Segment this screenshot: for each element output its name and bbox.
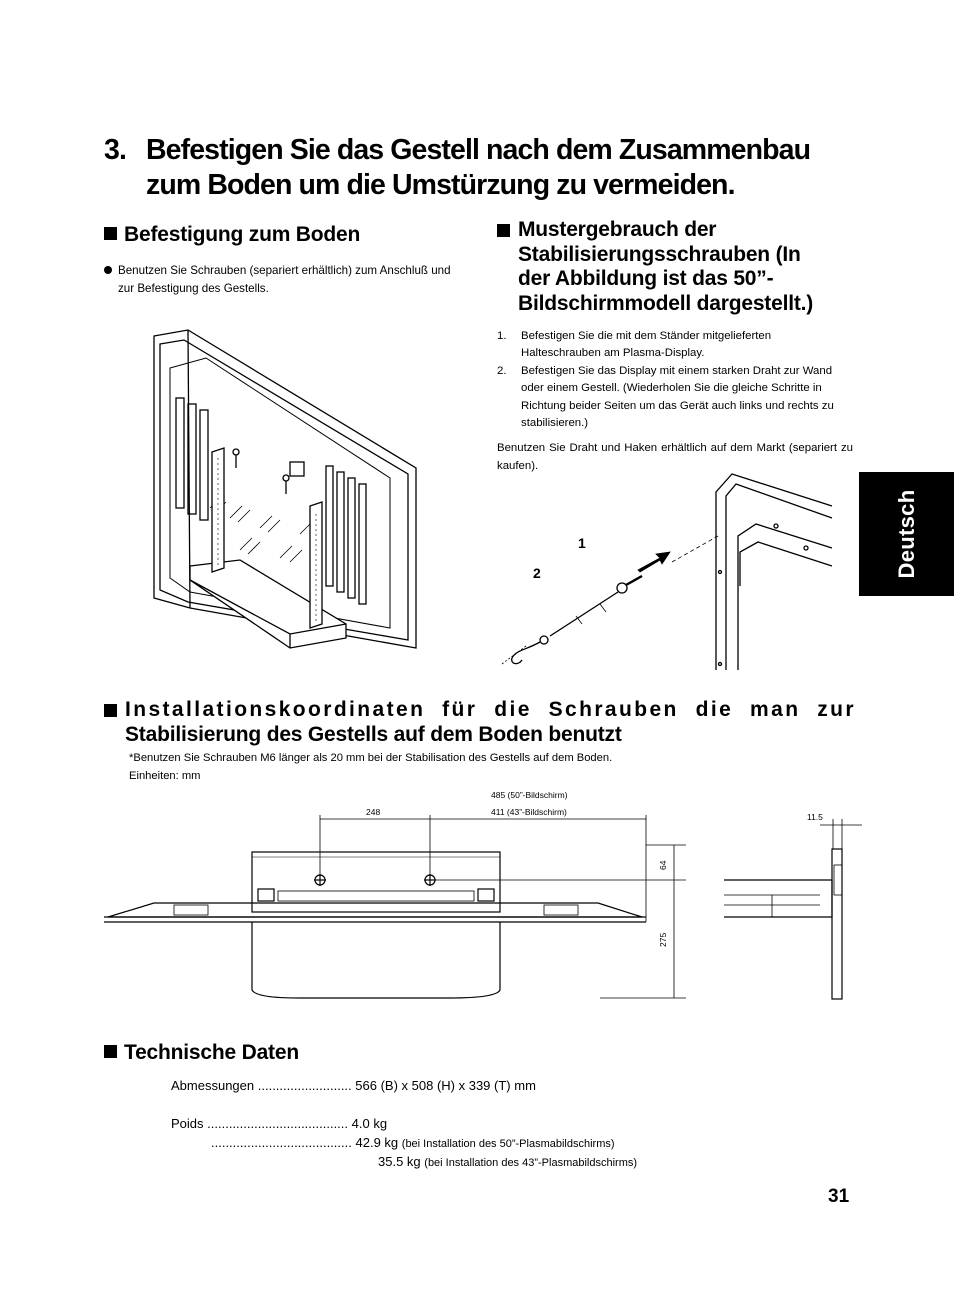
spec-weight-dots: ....................................... (207, 1116, 349, 1131)
spec-weight-50-value: 42.9 kg (355, 1135, 399, 1150)
spec-weight-43-note: (bei Installation des 43”-Plasmabildschirms) (424, 1157, 638, 1169)
sample-step-1 (497, 328, 853, 363)
sample-note: Benutzen Sie Draht und Haken erhältlich auf dem Markt (separiert zu kaufen). (497, 442, 853, 472)
sample-heading-line-3: der Abbildung ist das 50”- (518, 267, 774, 290)
language-side-tab (859, 472, 954, 596)
section-heading-floor (104, 223, 360, 248)
step-number: 1. (497, 330, 507, 342)
dim-11-5-label: 11.5 (807, 812, 823, 822)
square-bullet-icon (104, 1045, 117, 1058)
step-text: Befestigen Sie das Display mit einem starken Draht zur Wand oder einem Gestell. (Wiederholen Sie die gleiche Schritte in Richtung beider Seiten um das Gerät auch links und rechts zu stabilisieren.) (521, 364, 834, 430)
label-1: 1 (578, 535, 586, 551)
section-heading-specs (104, 1041, 299, 1066)
square-bullet-icon (104, 704, 117, 717)
stand-rear-illustration (150, 328, 420, 653)
spec-weight-value: 4.0 kg (351, 1116, 388, 1131)
section-heading-coordinates (104, 698, 856, 747)
spec-weight-50-note: (bei Installation des 50”-Plasmabildschirms) (401, 1138, 615, 1150)
coords-note-1: *Benutzen Sie Schrauben M6 länger als 20 mm bei der Stabilisation des Gestells auf dem Boden. (129, 752, 613, 764)
coordinates-drawing (100, 785, 870, 1010)
spec-weight-label: Poids (171, 1116, 204, 1131)
spec-dimensions-value: 566 (B) x 508 (H) x 339 (T) mm (355, 1078, 536, 1093)
coords-notes (129, 750, 849, 785)
page-title-number: 3. (104, 134, 126, 166)
step-number: 2. (497, 364, 507, 377)
dim-64-label: 64 (658, 860, 668, 870)
spec-weight-row (171, 1114, 387, 1133)
spec-weight-43-value: 35.5 kg (378, 1154, 421, 1169)
spec-dimensions-row (171, 1076, 536, 1095)
spec-weight-50-row (211, 1133, 615, 1154)
floor-bullet (104, 262, 466, 297)
spec-weight-50-dots: ....................................... (211, 1135, 352, 1150)
wire-stabilization-illustration (496, 466, 836, 672)
page-title-line-2: zum Boden um die Umstürzung zu vermeiden. (146, 169, 735, 201)
sample-heading-line-4: Bildschirmmodell dargestellt.) (518, 291, 814, 315)
section-heading-sample (497, 218, 857, 316)
coords-heading-line-1: Installationskoordinaten für die Schrauben die man zur (125, 698, 856, 721)
square-bullet-icon (104, 227, 117, 240)
coords-heading-line-2: Stabilisierung des Gestells auf dem Boden benutzt (125, 722, 622, 746)
floor-bullet-text: Benutzen Sie Schrauben (separiert erhältlich) zum Anschluß und zur Befestigung des Gestells. (118, 264, 451, 295)
spec-dimensions-dots: .......................... (257, 1078, 352, 1093)
page-title (146, 133, 866, 203)
section-heading-floor-text: Befestigung zum Boden (124, 223, 361, 246)
square-bullet-icon (497, 224, 510, 237)
step-text: Befestigen Sie die mit dem Ständer mitgelieferten Halteschrauben am Plasma-Display. (521, 330, 772, 360)
dim-248-label: 248 (366, 807, 381, 817)
label-2: 2 (533, 565, 541, 581)
dim-411-label: 411 (43”-Bildschirm) (491, 807, 567, 817)
coords-note-2: Einheiten: mm (129, 769, 201, 782)
section-heading-specs-text: Technische Daten (124, 1041, 299, 1064)
sample-step-2 (497, 363, 853, 433)
dim-275-label: 275 (658, 932, 668, 947)
language-side-tab-label: Deutsch (893, 489, 919, 579)
spec-dimensions-label: Abmessungen (171, 1078, 255, 1093)
sample-steps (497, 328, 853, 475)
sample-heading-line-2: Stabilisierungsschrauben (In (518, 242, 801, 266)
dim-485-label: 485 (50”-Bildschirm) (491, 790, 568, 800)
spec-weight-43-row (378, 1152, 637, 1173)
page-number: 31 (828, 1186, 850, 1207)
page-title-line-1: Befestigen Sie das Gestell nach dem Zusammenbau (146, 134, 811, 166)
bullet-dot-icon (104, 266, 112, 274)
sample-heading-line-1: Mustergebrauch der (518, 218, 717, 241)
